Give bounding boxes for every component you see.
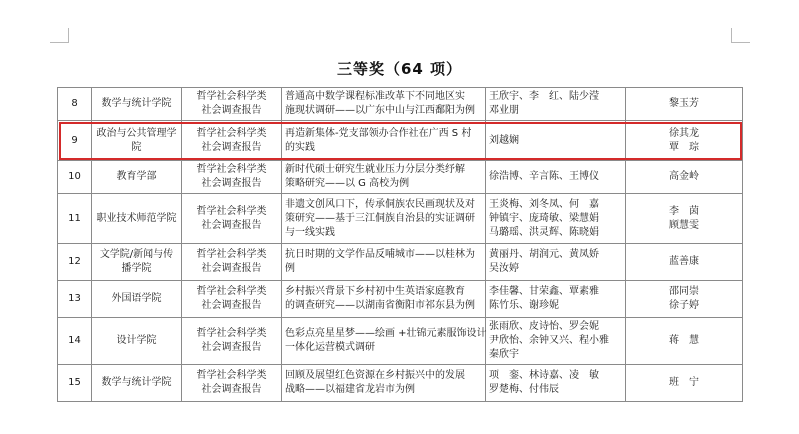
- advisor-cell-line: 徐子婷: [669, 300, 699, 311]
- row-index: 8: [58, 88, 92, 121]
- category-cell: [182, 244, 282, 281]
- advisor-cell-line: 邵同崇: [669, 286, 699, 297]
- category-cell-line: 社会调查报告: [201, 178, 262, 189]
- college-cell: [92, 318, 182, 365]
- college-cell: [92, 161, 182, 194]
- row-index: 13: [58, 281, 92, 318]
- advisor-cell-line: 班 宁: [669, 377, 699, 388]
- advisor-cell: [626, 281, 743, 318]
- members-cell-line: 李佳馨、甘荣鑫、覃素雅: [489, 286, 599, 297]
- section-title: 三等奖（64 项）: [336, 60, 463, 78]
- college-cell-line: 播学院: [121, 263, 152, 274]
- project-title-cell-line: 策略研究——以 G 高校为例: [285, 178, 410, 189]
- table-row: [58, 318, 743, 365]
- category-cell-line: 哲学社会科学类: [196, 164, 267, 175]
- project-title-cell: [282, 281, 486, 318]
- project-title-cell: [282, 161, 486, 194]
- category-cell: [182, 365, 282, 402]
- members-cell-line: 王欣宇、李 红、陆少滢: [489, 91, 599, 102]
- college-cell: [92, 88, 182, 121]
- project-title-cell-line: 色彩点亮星星梦——绘画 +壮锦元素服饰设计: [285, 328, 487, 339]
- college-cell: [92, 194, 182, 244]
- row-index: 10: [58, 161, 92, 194]
- advisor-cell: [626, 88, 743, 121]
- members-cell-line: 黄丽丹、胡润元、黄凤娇: [489, 249, 599, 260]
- row-index: 15: [58, 365, 92, 402]
- category-cell-line: 社会调查报告: [201, 300, 262, 311]
- college-cell-line: 数学与统计学院: [101, 98, 172, 109]
- row-index: 12: [58, 244, 92, 281]
- project-title-cell-line: 的实践: [285, 141, 315, 153]
- project-title-cell-line: 回顾及展望红色资源在乡村振兴中的发展: [285, 370, 465, 381]
- advisor-cell-line: 高金岭: [669, 171, 699, 182]
- table-row: [58, 121, 743, 161]
- advisor-cell: [626, 365, 743, 402]
- members-cell-line: 吴汝婷: [489, 263, 519, 274]
- members-cell: [486, 88, 626, 121]
- project-title-cell-line: 与一线实践: [285, 226, 335, 238]
- category-cell-line: 哲学社会科学类: [196, 205, 267, 217]
- category-cell: [182, 88, 282, 121]
- project-title-cell-line: 战略——以福建省龙岩市为例: [285, 384, 415, 395]
- project-title-cell: [282, 318, 486, 365]
- project-title-cell: [282, 88, 486, 121]
- category-cell: [182, 161, 282, 194]
- members-cell-line: 尹欣怡、余钟又兴、程小雅: [489, 335, 609, 346]
- row-index: 11: [58, 194, 92, 244]
- table-row: [58, 161, 743, 194]
- page-corner-mark-left: [50, 28, 69, 43]
- table-row: [58, 194, 743, 244]
- advisor-cell-line: 蒋 慧: [669, 335, 699, 346]
- college-cell: [92, 365, 182, 402]
- advisor-cell: [626, 161, 743, 194]
- members-cell: [486, 281, 626, 318]
- category-cell-line: 社会调查报告: [201, 141, 262, 153]
- project-title-cell-line: 一体化运营模式调研: [285, 342, 375, 353]
- members-cell-line: 项 銮、林诗嘉、凌 敏: [489, 370, 599, 381]
- project-title-cell-line: 非遗文创风口下，传承侗族农民画现状及对: [285, 198, 475, 210]
- advisor-cell-line: 覃 琮: [669, 141, 699, 153]
- members-cell-line: 刘越娴: [489, 134, 519, 146]
- members-cell: [486, 365, 626, 402]
- awards-table: [57, 87, 743, 402]
- members-cell: [486, 121, 626, 161]
- advisor-cell: [626, 318, 743, 365]
- category-cell-line: 社会调查报告: [201, 342, 262, 353]
- table-row: [58, 88, 743, 121]
- table-row: [58, 281, 743, 318]
- project-title-cell: [282, 121, 486, 161]
- college-cell-line: 数学与统计学院: [101, 377, 172, 388]
- project-title-cell-line: 乡村振兴背景下乡村初中生英语家庭教育: [285, 286, 465, 297]
- college-cell-line: 外国语学院: [111, 293, 162, 304]
- category-cell: [182, 121, 282, 161]
- category-cell-line: 哲学社会科学类: [196, 91, 267, 102]
- project-title-cell-line: 再造新集体-党支部领办合作社在广西 S 村: [285, 127, 472, 139]
- advisor-cell-line: 顾慧雯: [669, 219, 699, 231]
- project-title-cell-line: 抗日时期的文学作品反哺城市——以桂林为: [285, 249, 475, 260]
- members-cell-line: 陈竹乐、谢珍妮: [489, 300, 559, 311]
- category-cell-line: 社会调查报告: [201, 384, 262, 395]
- members-cell-line: 邓业朋: [489, 105, 519, 116]
- college-cell-line: 文学院/新闻与传: [99, 249, 174, 260]
- advisor-cell: [626, 121, 743, 161]
- advisor-cell: [626, 194, 743, 244]
- project-title-cell-line: 策研究——基于三江侗族自治县的实证调研: [285, 212, 475, 224]
- college-cell-line: 职业技术师范学院: [96, 212, 177, 224]
- awards-table-body: [58, 88, 743, 402]
- project-title-cell-line: 施现状调研——以广东中山与江西鄱阳为例: [285, 105, 475, 116]
- category-cell-line: 哲学社会科学类: [196, 127, 267, 139]
- page-corner-mark-right: [731, 28, 750, 43]
- project-title-cell: [282, 194, 486, 244]
- members-cell-line: 张雨欣、皮诗怡、罗会妮: [489, 321, 599, 332]
- members-cell: [486, 161, 626, 194]
- project-title-cell: [282, 244, 486, 281]
- members-cell-line: 马璐瑶、洪灵辉、陈晓娟: [489, 226, 599, 238]
- category-cell-line: 哲学社会科学类: [196, 328, 267, 339]
- college-cell: [92, 121, 182, 161]
- college-cell-line: 院: [131, 141, 142, 153]
- college-cell: [92, 281, 182, 318]
- category-cell: [182, 281, 282, 318]
- table-row: [58, 244, 743, 281]
- members-cell-line: 王炎梅、刘冬凤、何 嘉: [489, 198, 599, 210]
- category-cell-line: 哲学社会科学类: [196, 249, 267, 260]
- category-cell: [182, 194, 282, 244]
- category-cell-line: 哲学社会科学类: [196, 286, 267, 297]
- category-cell: [182, 318, 282, 365]
- advisor-cell-line: 黎玉芳: [669, 98, 699, 109]
- row-index: 14: [58, 318, 92, 365]
- project-title-cell-line: 普通高中数学课程标准改革下不同地区实: [285, 91, 465, 102]
- advisor-cell-line: 徐其龙: [669, 127, 699, 139]
- category-cell-line: 社会调查报告: [201, 263, 262, 274]
- advisor-cell: [626, 244, 743, 281]
- project-title-cell-line: 例: [285, 263, 295, 274]
- table-row: [58, 365, 743, 402]
- members-cell: [486, 318, 626, 365]
- row-index: 9: [58, 121, 92, 161]
- college-cell-line: 设计学院: [116, 335, 157, 346]
- college-cell-line: 政治与公共管理学: [96, 127, 177, 139]
- members-cell-line: 徐浩博、辛言陈、王博仪: [489, 171, 599, 182]
- project-title-cell-line: 的调查研究——以湖南省衡阳市祁东县为例: [285, 300, 475, 311]
- category-cell-line: 社会调查报告: [201, 219, 262, 231]
- project-title-cell: [282, 365, 486, 402]
- college-cell-line: 教育学部: [116, 171, 157, 182]
- members-cell-line: 罗楚梅、付伟辰: [489, 384, 559, 395]
- advisor-cell-line: 蓝善康: [669, 256, 699, 267]
- members-cell-line: 钟镇宇、庞琦敏、梁慧娟: [489, 212, 599, 224]
- members-cell: [486, 244, 626, 281]
- college-cell: [92, 244, 182, 281]
- advisor-cell-line: 李 茵: [669, 205, 699, 217]
- project-title-cell-line: 新时代硕士研究生就业压力分层分类纾解: [285, 164, 465, 175]
- category-cell-line: 社会调查报告: [201, 105, 262, 116]
- members-cell: [486, 194, 626, 244]
- category-cell-line: 哲学社会科学类: [196, 370, 267, 381]
- members-cell-line: 秦欣宇: [489, 349, 519, 360]
